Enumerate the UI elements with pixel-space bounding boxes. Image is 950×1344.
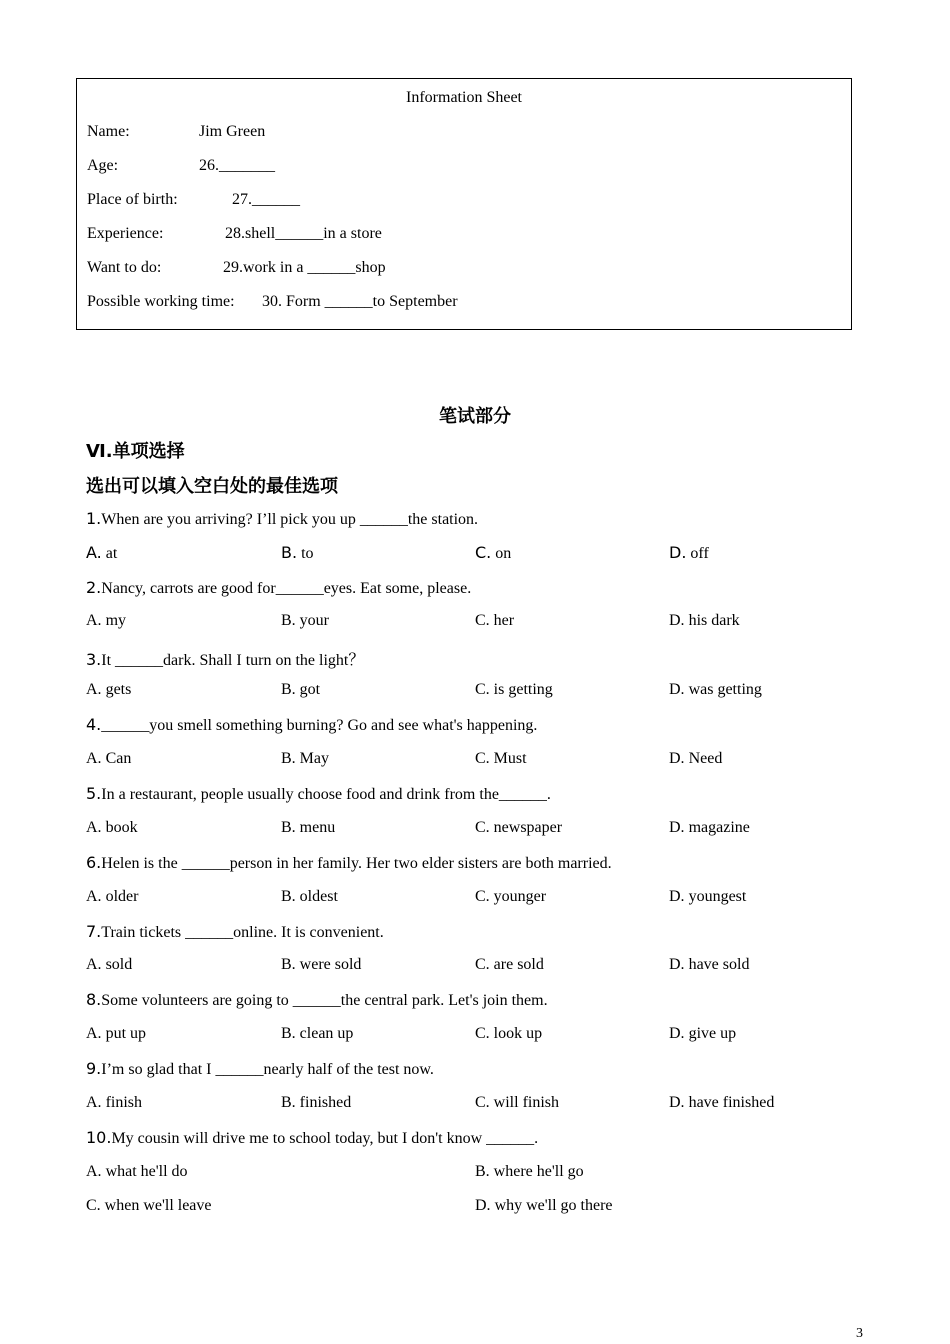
option-3c — [475, 681, 553, 699]
option-9b — [281, 1094, 351, 1112]
info-value: Jim Green — [199, 123, 266, 140]
option-2d — [669, 612, 740, 630]
information-sheet-table — [76, 78, 852, 330]
info-label: Possible working time: — [87, 293, 235, 310]
option-9c — [475, 1094, 559, 1112]
option-text: off — [686, 545, 709, 562]
option-text: was getting — [684, 681, 762, 698]
option-3a — [86, 681, 131, 699]
option-9a — [86, 1094, 142, 1112]
option-10d — [475, 1197, 613, 1215]
option-8b — [281, 1025, 353, 1043]
question-text: When are you arriving? I’ll pick you up ______the station. — [101, 511, 479, 528]
option-1b — [281, 543, 314, 563]
option-letter: B. — [281, 612, 296, 629]
question-number: 9. — [86, 1059, 102, 1078]
question-number: 10. — [86, 1128, 112, 1147]
option-7d — [669, 956, 749, 974]
option-text: at — [101, 545, 118, 562]
question-4 — [86, 715, 537, 735]
info-label: Want to do: — [87, 259, 162, 276]
option-text: finished — [295, 1094, 352, 1111]
option-text: Must — [489, 750, 527, 767]
info-row-want-to-do — [87, 259, 386, 277]
option-text: are sold — [489, 956, 544, 973]
option-1a — [86, 543, 117, 563]
page-number: 3 — [856, 1326, 863, 1341]
option-text: put up — [101, 1025, 147, 1042]
question-10 — [86, 1128, 538, 1148]
option-text: newspaper — [489, 819, 563, 836]
option-2a — [86, 612, 126, 630]
option-text: when we'll leave — [100, 1197, 212, 1214]
question-7 — [86, 922, 384, 942]
option-text: finish — [101, 1094, 143, 1111]
info-row-name — [87, 123, 266, 141]
question-text: I’m so glad that I ______nearly half of the test now. — [101, 1061, 434, 1078]
option-9d — [669, 1094, 774, 1112]
option-text: May — [295, 750, 329, 767]
option-letter: A. — [86, 1163, 102, 1180]
question-9 — [86, 1059, 434, 1079]
question-number: 1. — [86, 509, 102, 528]
option-text: my — [101, 612, 127, 629]
option-letter: C. — [475, 956, 490, 973]
option-letter: B. — [281, 819, 296, 836]
option-text: menu — [295, 819, 336, 836]
option-1d — [669, 543, 709, 563]
option-6b — [281, 888, 338, 906]
option-letter: A. — [86, 543, 102, 562]
question-8 — [86, 990, 548, 1010]
option-text: on — [491, 545, 512, 562]
option-10b — [475, 1163, 584, 1181]
info-value: 30. Form ______to September — [262, 293, 458, 310]
option-letter: D. — [669, 1025, 685, 1042]
info-row-place-of-birth — [87, 191, 300, 209]
option-text: where he'll go — [489, 1163, 584, 1180]
question-text: Train tickets ______online. It is convenient. — [101, 924, 384, 941]
option-text: what he'll do — [101, 1163, 188, 1180]
section-heading: Ⅵ.单项选择 — [86, 441, 185, 462]
option-letter: D. — [669, 819, 685, 836]
info-label: Name: — [87, 123, 130, 140]
question-number: 6. — [86, 853, 102, 872]
option-letter: A. — [86, 956, 102, 973]
option-text: clean up — [295, 1025, 354, 1042]
written-part-title: 笔试部分 — [439, 406, 511, 427]
option-text: sold — [101, 956, 133, 973]
info-label: Place of birth: — [87, 191, 178, 208]
option-letter: A. — [86, 1094, 102, 1111]
option-8a — [86, 1025, 146, 1043]
option-text: youngest — [684, 888, 747, 905]
option-text: oldest — [295, 888, 338, 905]
option-letter: D. — [669, 1094, 685, 1111]
question-text: Some volunteers are going to ______the central park. Let's join them. — [101, 992, 548, 1009]
option-8d — [669, 1025, 736, 1043]
option-letter: A. — [86, 1025, 102, 1042]
option-letter: C. — [475, 888, 490, 905]
info-value: 29.work in a ______shop — [223, 259, 386, 276]
option-text: his dark — [684, 612, 740, 629]
option-5a — [86, 819, 138, 837]
option-text: gets — [101, 681, 132, 698]
option-3b — [281, 681, 320, 699]
option-4b — [281, 750, 329, 768]
info-row-age — [87, 157, 275, 175]
info-value: 28.shell______in a store — [225, 225, 382, 242]
option-7b — [281, 956, 361, 974]
option-letter: D. — [669, 888, 685, 905]
option-7c — [475, 956, 544, 974]
information-sheet-title: Information Sheet — [406, 89, 522, 106]
question-number: 7. — [86, 922, 102, 941]
option-text: why we'll go there — [490, 1197, 613, 1214]
option-8c — [475, 1025, 542, 1043]
info-label: Age: — [87, 157, 119, 174]
option-6a — [86, 888, 138, 906]
option-letter: A. — [86, 612, 102, 629]
question-text: My cousin will drive me to school today, but I don't know ______. — [111, 1130, 539, 1147]
option-3d — [669, 681, 762, 699]
option-4a — [86, 750, 131, 768]
option-letter: D. — [669, 956, 685, 973]
option-text: magazine — [684, 819, 750, 836]
option-text: give up — [684, 1025, 737, 1042]
option-letter: A. — [86, 888, 102, 905]
question-number: 3. — [86, 650, 102, 669]
question-text: It ______dark. Shall I turn on the light？ — [101, 652, 365, 669]
question-text: Nancy, carrots are good for______eyes. Eat some, please. — [101, 580, 472, 597]
option-10a — [86, 1163, 188, 1181]
question-text: ______you smell something burning? Go and see what's happening. — [101, 717, 538, 734]
option-5d — [669, 819, 750, 837]
option-text: Can — [101, 750, 132, 767]
question-text: In a restaurant, people usually choose food and drink from the______. — [101, 786, 551, 803]
option-letter: D. — [475, 1197, 491, 1214]
option-letter: A. — [86, 819, 102, 836]
option-letter: C. — [475, 750, 490, 767]
option-letter: B. — [281, 750, 296, 767]
info-label: Experience: — [87, 225, 164, 242]
option-letter: D. — [669, 543, 687, 562]
option-text: look up — [489, 1025, 543, 1042]
option-text: her — [489, 612, 515, 629]
option-2b — [281, 612, 329, 630]
option-letter: B. — [281, 1025, 296, 1042]
option-letter: C. — [475, 612, 490, 629]
option-letter: B. — [281, 681, 296, 698]
option-6d — [669, 888, 746, 906]
option-letter: D. — [669, 750, 685, 767]
option-letter: A. — [86, 750, 102, 767]
question-text: Helen is the ______person in her family. Her two elder sisters are both married. — [101, 855, 612, 872]
option-2c — [475, 612, 514, 630]
option-letter: C. — [475, 543, 492, 562]
question-2 — [86, 578, 471, 598]
option-text: to — [297, 545, 314, 562]
option-5c — [475, 819, 562, 837]
question-number: 2. — [86, 578, 102, 597]
option-6c — [475, 888, 546, 906]
question-number: 5. — [86, 784, 102, 803]
option-text: is getting — [489, 681, 553, 698]
option-letter: C. — [475, 681, 490, 698]
option-letter: C. — [475, 1094, 490, 1111]
option-text: older — [101, 888, 139, 905]
info-value: 27.______ — [232, 191, 300, 208]
option-text: book — [101, 819, 138, 836]
question-3 — [86, 647, 364, 670]
option-text: Need — [684, 750, 723, 767]
option-text: younger — [489, 888, 547, 905]
option-text: will finish — [489, 1094, 560, 1111]
option-letter: B. — [281, 1094, 296, 1111]
option-letter: D. — [669, 612, 685, 629]
option-letter: C. — [86, 1197, 101, 1214]
info-row-working-time — [87, 293, 458, 311]
option-10c — [86, 1197, 212, 1215]
option-letter: B. — [281, 543, 298, 562]
info-row-experience — [87, 225, 382, 243]
option-letter: D. — [669, 681, 685, 698]
question-1 — [86, 509, 478, 529]
question-5 — [86, 784, 551, 804]
option-letter: C. — [475, 1025, 490, 1042]
section-instruction: 选出可以填入空白处的最佳选项 — [86, 476, 338, 497]
option-5b — [281, 819, 335, 837]
option-4c — [475, 750, 527, 768]
option-7a — [86, 956, 132, 974]
option-text: have sold — [684, 956, 750, 973]
question-number: 4. — [86, 715, 102, 734]
option-letter: C. — [475, 819, 490, 836]
question-6 — [86, 853, 612, 873]
option-letter: B. — [281, 888, 296, 905]
option-text: have finished — [684, 1094, 775, 1111]
option-letter: B. — [475, 1163, 490, 1180]
option-text: your — [295, 612, 329, 629]
option-text: got — [295, 681, 321, 698]
question-number: 8. — [86, 990, 102, 1009]
info-value: 26._______ — [199, 157, 275, 174]
option-letter: A. — [86, 681, 102, 698]
option-letter: B. — [281, 956, 296, 973]
option-4d — [669, 750, 722, 768]
option-1c — [475, 543, 511, 563]
option-text: were sold — [295, 956, 362, 973]
